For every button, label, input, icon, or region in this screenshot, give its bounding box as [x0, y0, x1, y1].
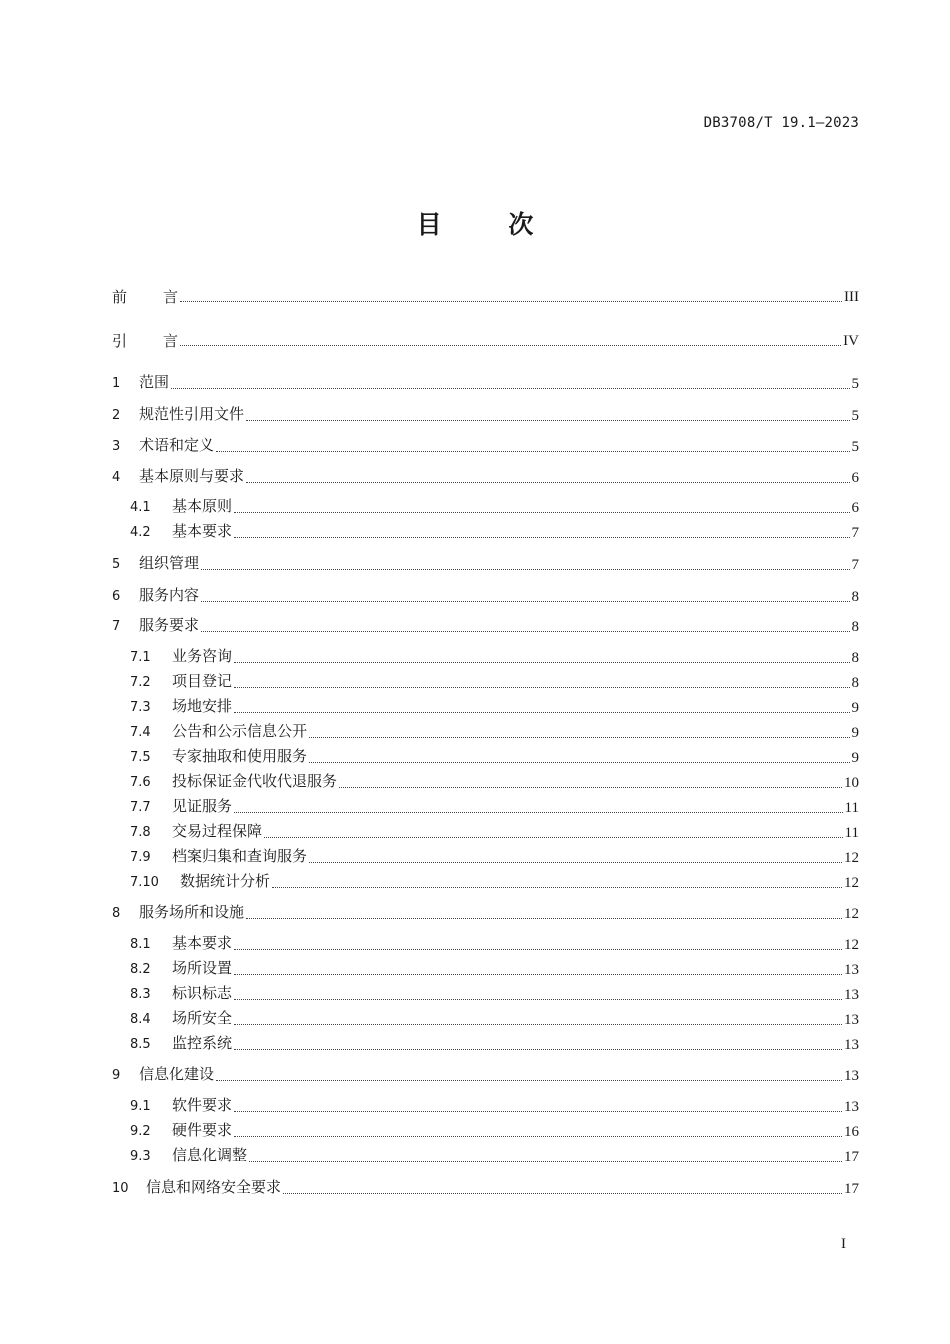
dot-leader [246, 481, 849, 483]
toc-entry-title: 规范性引用文件 [139, 405, 245, 423]
toc-entry[interactable] [112, 1179, 859, 1199]
dot-leader [180, 300, 842, 302]
dot-leader [339, 786, 842, 788]
toc-entry[interactable] [112, 1097, 859, 1117]
dot-leader [234, 1023, 842, 1025]
toc-entry-title: 基本要求 [172, 522, 233, 540]
dot-leader [234, 711, 849, 713]
toc-entry[interactable] [112, 673, 859, 693]
toc-entry-title: 业务咨询 [172, 647, 233, 665]
toc-entry-number: 7.9 [130, 850, 151, 865]
toc-entry-page: 7 [851, 525, 859, 541]
toc-entry-number: 前 [112, 288, 128, 306]
dot-leader [234, 661, 849, 663]
toc-entry[interactable] [112, 374, 859, 394]
dot-leader [283, 1192, 842, 1194]
toc-entry-title: 言 [163, 332, 179, 350]
toc-entry-number: 8.4 [130, 1012, 151, 1027]
dot-leader [201, 630, 849, 632]
toc-entry-title: 服务内容 [139, 586, 200, 604]
toc-entry-page: 12 [844, 906, 859, 922]
toc-entry[interactable] [112, 985, 859, 1005]
toc-entry-page: 12 [844, 875, 859, 891]
toc-entry[interactable] [112, 406, 859, 426]
dot-leader [201, 568, 849, 570]
dot-leader [180, 344, 841, 346]
toc-entry[interactable] [112, 798, 859, 818]
toc-entry-page: 16 [844, 1124, 859, 1140]
toc-entry-number: 引 [112, 332, 128, 350]
toc-entry-page: 13 [844, 962, 859, 978]
toc-entry[interactable] [112, 1010, 859, 1030]
dot-leader [234, 511, 849, 513]
toc-entry-title: 软件要求 [172, 1096, 233, 1114]
toc-entry[interactable] [112, 773, 859, 793]
toc-entry[interactable] [112, 960, 859, 980]
toc-entry-number: 3 [112, 439, 121, 454]
toc-entry-title: 硬件要求 [172, 1121, 233, 1139]
toc-entry-title: 专家抽取和使用服务 [172, 747, 308, 765]
toc-entry[interactable] [112, 1147, 859, 1167]
toc-entry-page: 6 [851, 500, 859, 516]
toc-entry[interactable] [112, 1122, 859, 1142]
dot-leader [234, 1048, 842, 1050]
toc-entry-page: 11 [844, 825, 859, 841]
toc-entry[interactable] [112, 555, 859, 575]
dot-leader [234, 973, 842, 975]
toc-entry[interactable] [112, 468, 859, 488]
toc-entry-title: 基本原则与要求 [139, 467, 245, 485]
toc-entry[interactable] [112, 287, 859, 307]
toc-entry-title: 基本原则 [172, 497, 233, 515]
dot-leader [234, 811, 843, 813]
toc-entry-title: 言 [163, 288, 179, 306]
toc-entry-number: 8 [112, 906, 121, 921]
toc-entry-number: 1 [112, 376, 121, 391]
toc-entry-title: 服务场所和设施 [139, 903, 245, 921]
toc-entry-number: 2 [112, 408, 121, 423]
toc-entry-number: 8.2 [130, 962, 151, 977]
toc-entry-title: 场所安全 [172, 1009, 233, 1027]
toc-entry-title: 监控系统 [172, 1034, 233, 1052]
toc-entry[interactable] [112, 873, 859, 893]
toc-entry-page: 12 [844, 937, 859, 953]
dot-leader [234, 998, 842, 1000]
dot-leader [249, 1160, 842, 1162]
toc-entry-number: 9.3 [130, 1149, 151, 1164]
toc-entry-page: 11 [844, 800, 859, 816]
toc-entry-page: 13 [844, 1099, 859, 1115]
toc-entry-title: 档案归集和查询服务 [172, 847, 308, 865]
toc-entry[interactable] [112, 723, 859, 743]
dot-leader [234, 948, 842, 950]
toc-entry-number: 7.7 [130, 800, 151, 815]
toc-entry[interactable] [112, 935, 859, 955]
toc-entry[interactable] [112, 617, 859, 637]
page-number: I [841, 1236, 846, 1252]
dot-leader [246, 419, 849, 421]
toc-title [0, 205, 950, 241]
toc-entry-page: 9 [851, 700, 859, 716]
toc-entry-number: 9 [112, 1068, 121, 1083]
toc-entry[interactable] [112, 848, 859, 868]
toc-entry-title: 交易过程保障 [172, 822, 263, 840]
dot-leader [234, 536, 849, 538]
toc-entry-title: 信息和网络安全要求 [146, 1178, 282, 1196]
toc-entry-page: 8 [851, 650, 859, 666]
toc-entry-number: 8.3 [130, 987, 151, 1002]
dot-leader [246, 917, 842, 919]
toc-entry[interactable] [112, 1035, 859, 1055]
toc-entry[interactable] [112, 698, 859, 718]
toc-entry-page: 8 [851, 675, 859, 691]
toc-entry-title: 术语和定义 [139, 436, 215, 454]
toc-entry[interactable] [112, 648, 859, 668]
toc-entry-number: 5 [112, 557, 121, 572]
toc-entry-page: 5 [851, 376, 859, 392]
dot-leader [309, 861, 842, 863]
toc-entry-page: 13 [844, 1012, 859, 1028]
toc-entry-title: 见证服务 [172, 797, 233, 815]
dot-leader [234, 1135, 842, 1137]
toc-entry-page: 5 [851, 408, 859, 424]
toc-entry-title: 场所设置 [172, 959, 233, 977]
toc-entry-title: 场地安排 [172, 697, 233, 715]
dot-leader [171, 387, 849, 389]
toc-entry[interactable] [112, 498, 859, 518]
toc-entry-number: 8.5 [130, 1037, 151, 1052]
toc-title-right: 次 [508, 210, 534, 239]
toc-entry[interactable] [112, 437, 859, 457]
toc-entry-title: 服务要求 [139, 616, 200, 634]
toc-entry-number: 6 [112, 589, 121, 604]
toc-entry-page: 10 [844, 775, 859, 791]
toc-entry-number: 4 [112, 470, 121, 485]
toc-entry-page: 13 [844, 1068, 859, 1084]
toc-entry-page: 8 [851, 619, 859, 635]
toc-entry-page: 7 [851, 557, 859, 573]
toc-entry-number: 7.10 [130, 875, 159, 890]
dot-leader [234, 1110, 842, 1112]
toc-entry-page: 13 [844, 1037, 859, 1053]
toc-entry-page: 12 [844, 850, 859, 866]
toc-entry[interactable] [112, 587, 859, 607]
toc-entry-page: III [844, 289, 859, 305]
toc-entry-page: IV [843, 333, 859, 349]
toc-entry-title: 信息化调整 [172, 1146, 248, 1164]
toc-entry[interactable] [112, 523, 859, 543]
toc-entry-number: 7.3 [130, 700, 151, 715]
dot-leader [216, 450, 849, 452]
toc-entry-title: 组织管理 [139, 554, 200, 572]
toc-entry[interactable] [112, 823, 859, 843]
toc-entry-page: 13 [844, 987, 859, 1003]
toc-entry-page: 5 [851, 439, 859, 455]
toc-entry-page: 9 [851, 750, 859, 766]
toc-entry[interactable] [112, 1066, 859, 1086]
dot-leader [216, 1079, 842, 1081]
toc-entry-title: 公告和公示信息公开 [172, 722, 308, 740]
toc-entry-title: 信息化建设 [139, 1065, 215, 1083]
toc-entry-number: 10 [112, 1181, 129, 1196]
dot-leader [272, 886, 842, 888]
toc-entry-title: 数据统计分析 [180, 872, 271, 890]
toc-entry[interactable] [112, 748, 859, 768]
dot-leader [309, 736, 849, 738]
toc-entry-number: 7.6 [130, 775, 151, 790]
toc-entry-number: 7.1 [130, 650, 151, 665]
toc-entry-number: 7.8 [130, 825, 151, 840]
dot-leader [201, 600, 849, 602]
dot-leader [309, 761, 849, 763]
toc-entry-title: 标识标志 [172, 984, 233, 1002]
toc-entry-number: 4.2 [130, 525, 151, 540]
toc-title-left: 目 [416, 210, 442, 239]
toc-entry-number: 7.5 [130, 750, 151, 765]
toc-entry-number: 7.2 [130, 675, 151, 690]
toc-entry-number: 7 [112, 619, 121, 634]
toc-entry-number: 9.2 [130, 1124, 151, 1139]
toc-entry-number: 9.1 [130, 1099, 151, 1114]
toc-entry-number: 8.1 [130, 937, 151, 952]
toc-entry-page: 8 [851, 589, 859, 605]
toc-entry-page: 17 [844, 1149, 859, 1165]
document-code: DB3708/T 19.1—2023 [703, 115, 859, 131]
dot-leader [264, 836, 843, 838]
toc-entry[interactable] [112, 904, 859, 924]
toc-entry-page: 17 [844, 1181, 859, 1197]
toc-entry[interactable] [112, 331, 859, 351]
toc-entry-title: 项目登记 [172, 672, 233, 690]
toc-entry-title: 范围 [139, 373, 170, 391]
dot-leader [234, 686, 849, 688]
toc-entry-title: 投标保证金代收代退服务 [172, 772, 338, 790]
toc-entry-title: 基本要求 [172, 934, 233, 952]
toc-entry-page: 9 [851, 725, 859, 741]
toc-entry-number: 4.1 [130, 500, 151, 515]
toc-entry-page: 6 [851, 470, 859, 486]
toc-entry-number: 7.4 [130, 725, 151, 740]
